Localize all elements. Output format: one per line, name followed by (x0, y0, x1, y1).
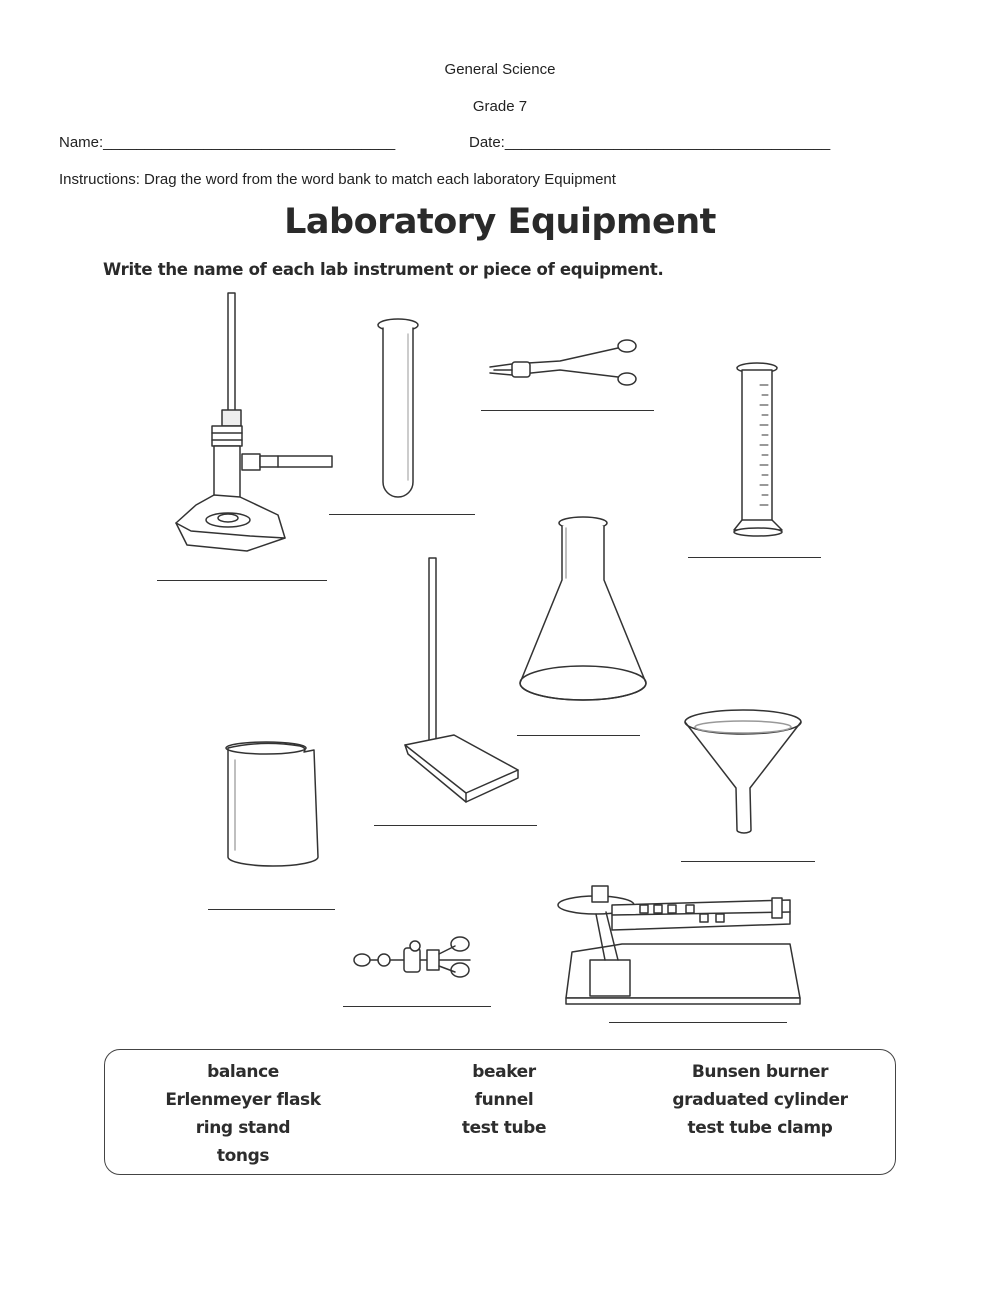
funnel-illustration (685, 710, 801, 833)
answer-line-ring-stand[interactable] (374, 825, 537, 826)
graduated-cylinder-illustration (734, 363, 782, 536)
answer-line-graduated-cylinder[interactable] (688, 557, 821, 558)
answer-line-beaker[interactable] (208, 909, 335, 910)
subject-heading: General Science (444, 61, 556, 78)
date-field: Date:_______________________________________ (469, 134, 831, 151)
answer-line-test-tube[interactable] (329, 514, 475, 515)
word-erlenmeyer-flask[interactable]: Erlenmeyer flask (165, 1090, 321, 1110)
word-graduated-cylinder[interactable]: graduated cylinder (672, 1090, 848, 1110)
answer-line-tongs[interactable] (481, 410, 654, 411)
word-beaker[interactable]: beaker (472, 1062, 536, 1082)
balance-illustration (558, 886, 800, 1004)
test-tube-clamp-illustration (354, 937, 470, 977)
erlenmeyer-flask-illustration (520, 517, 646, 700)
word-ring-stand[interactable]: ring stand (195, 1118, 291, 1138)
answer-line-balance[interactable] (609, 1022, 787, 1023)
instructions-text: Instructions: Drag the word from the word bank to match each laboratory Equipment (59, 171, 616, 188)
word-tongs[interactable]: tongs (216, 1146, 270, 1166)
word-balance[interactable]: balance (207, 1062, 279, 1082)
answer-line-test-tube-clamp[interactable] (343, 1006, 491, 1007)
word-funnel[interactable]: funnel (474, 1090, 534, 1110)
worksheet-title: Laboratory Equipment (284, 202, 716, 242)
word-test-tube[interactable]: test tube (461, 1118, 547, 1138)
word-bunsen-burner[interactable]: Bunsen burner (691, 1062, 829, 1082)
answer-line-erlenmeyer-flask[interactable] (517, 735, 640, 736)
tongs-illustration (490, 340, 636, 385)
ring-stand-illustration (405, 558, 518, 802)
bunsen-burner-illustration (176, 293, 332, 551)
test-tube-illustration (378, 319, 418, 497)
worksheet-subtitle: Write the name of each lab instrument or piece of equipment. (103, 260, 664, 279)
word-test-tube-clamp[interactable]: test tube clamp (687, 1118, 833, 1138)
beaker-illustration (226, 742, 318, 866)
answer-line-funnel[interactable] (681, 861, 815, 862)
grade-heading: Grade 7 (472, 98, 528, 115)
answer-line-bunsen-burner[interactable] (157, 580, 327, 581)
name-field: Name:___________________________________ (59, 134, 396, 151)
